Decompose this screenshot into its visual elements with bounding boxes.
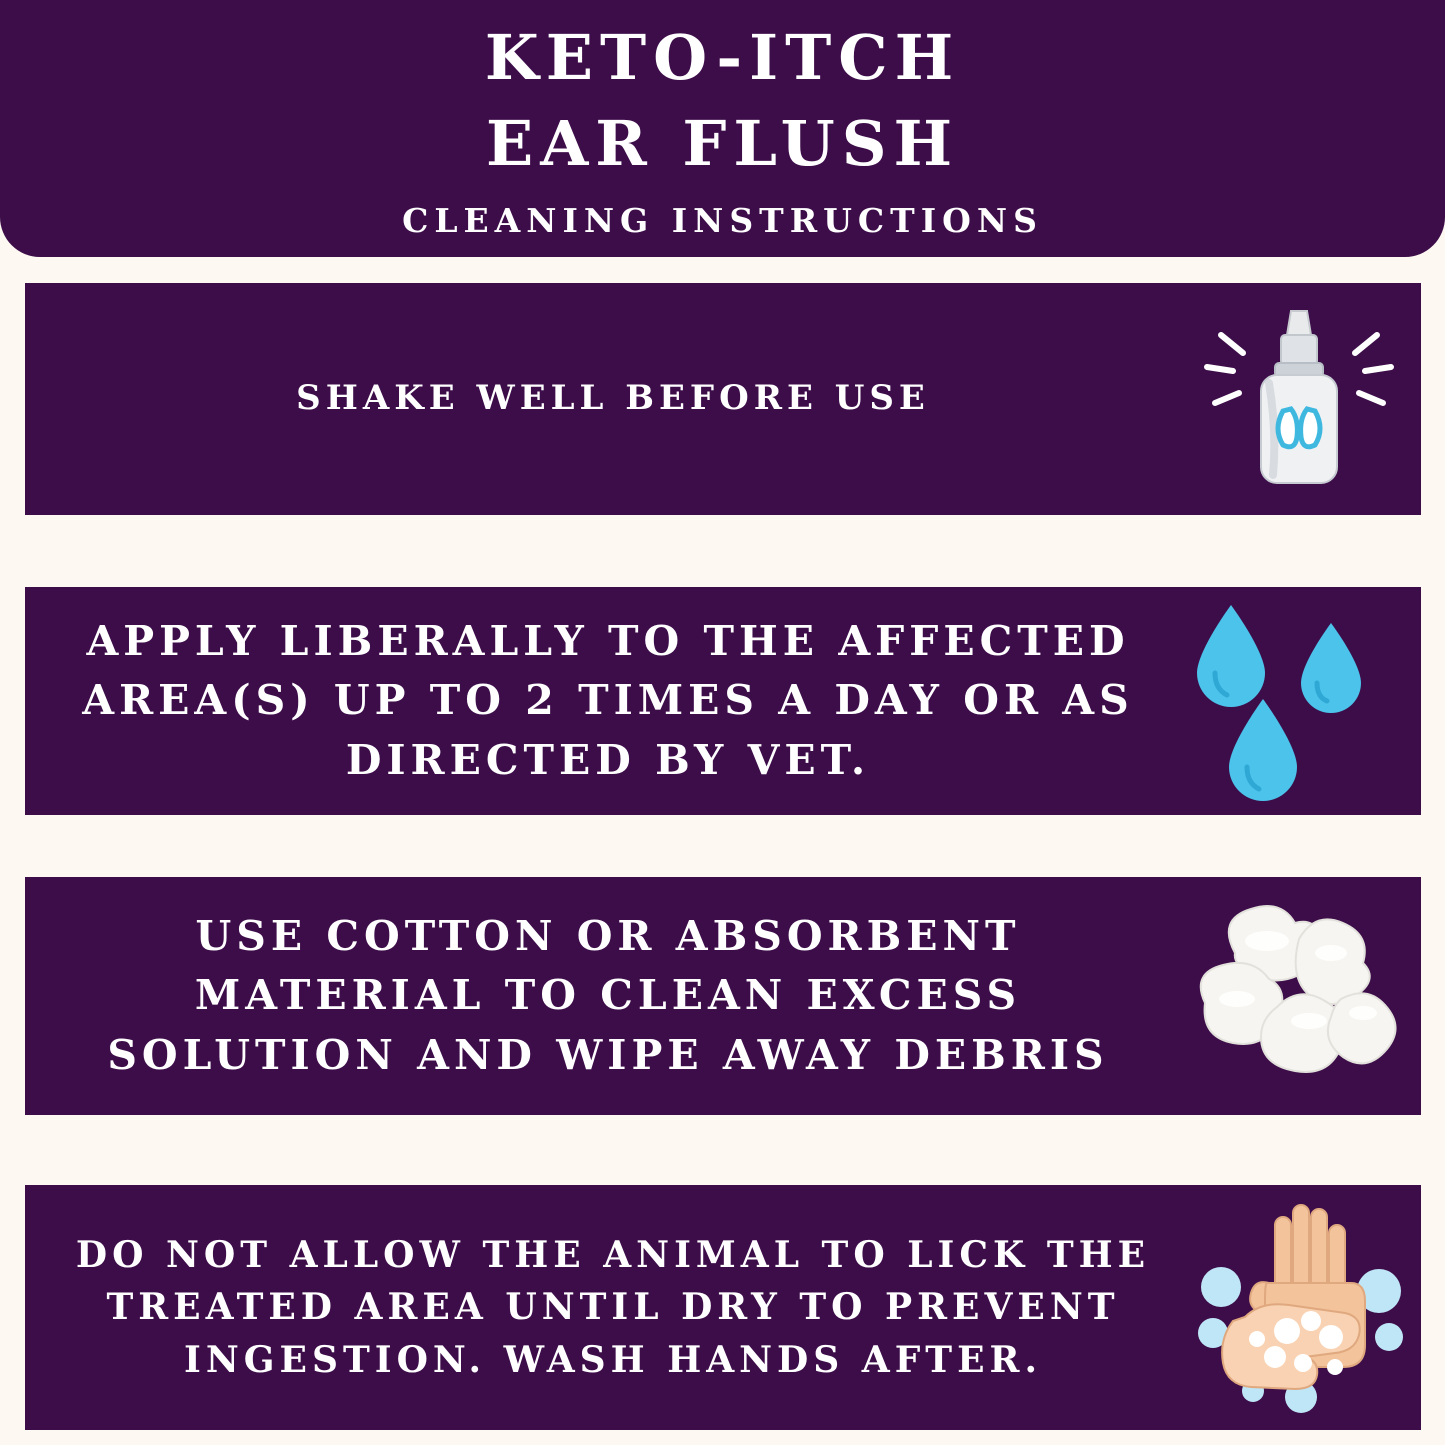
water-droplets-icon: [1171, 587, 1421, 815]
step-shake-text: SHAKE WELL BEFORE USE: [296, 378, 930, 419]
cotton-balls-icon: [1171, 877, 1421, 1115]
header-banner: [0, 0, 1445, 257]
step-wipe-band: [25, 877, 1421, 1115]
page-title-line-1: KETO-ITCH: [484, 21, 961, 95]
step-apply-text: APPLY LIBERALLY TO THE AFFECTED AREA(S) UP TO 2 TIMES A DAY OR AS DIRECTED BY VET.: [82, 616, 1134, 784]
dropper-bottle-icon: [1171, 283, 1421, 515]
step-wipe-text: USE COTTON OR ABSORBENT MATERIAL TO CLEAN EXCESS SOLUTION AND WIPE AWAY DEBRIS: [107, 911, 1109, 1079]
step-no-lick-band: [25, 1185, 1421, 1430]
step-apply-band: [25, 587, 1421, 815]
page-subtitle: CLEANING INSTRUCTIONS: [402, 200, 1043, 240]
page-title-line-2: EAR FLUSH: [485, 107, 960, 180]
step-no-lick-text: DO NOT ALLOW THE ANIMAL TO LICK THE TREATED AREA UNTIL DRY TO PREVENT INGESTION. WASH HANDS AFTER.: [75, 1234, 1151, 1381]
washing-hands-icon: [1171, 1185, 1421, 1430]
step-shake-band: [25, 283, 1421, 515]
